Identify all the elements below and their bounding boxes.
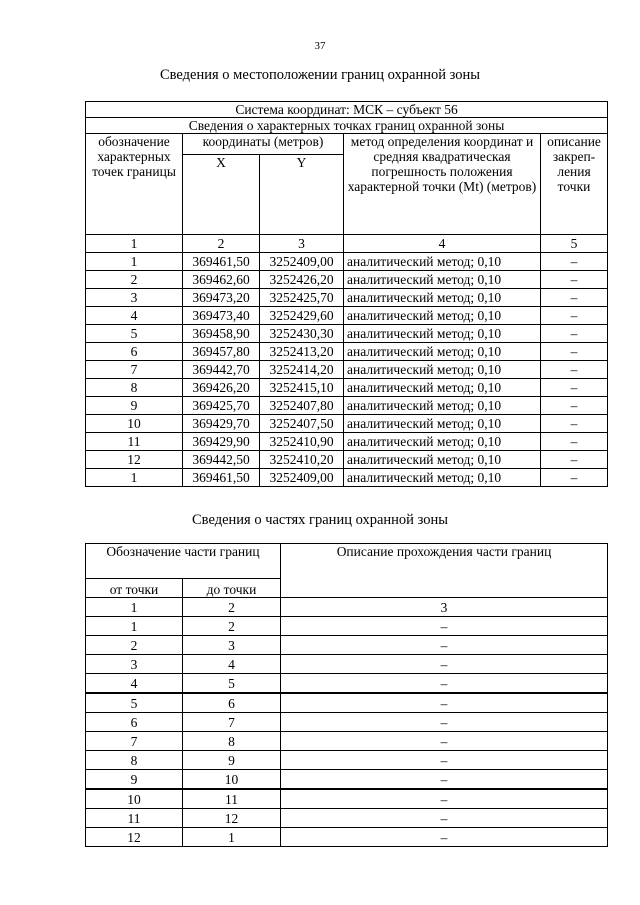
fixing-cell: – (541, 415, 608, 433)
fixing-cell: – (541, 289, 608, 307)
table-row (86, 451, 608, 469)
to-cell: 7 (183, 713, 281, 732)
col-number: 5 (541, 235, 608, 253)
to-cell: 4 (183, 655, 281, 674)
x-cell: 369461,50 (183, 469, 260, 487)
y-cell: 3252407,50 (260, 415, 344, 433)
method-cell: аналитический метод; 0,10 (344, 379, 541, 397)
table-row (86, 307, 608, 325)
from-cell: 10 (86, 789, 183, 809)
y-cell: 3252407,80 (260, 397, 344, 415)
method-cell: аналитический метод; 0,10 (344, 433, 541, 451)
method-cell: аналитический метод; 0,10 (344, 307, 541, 325)
x-cell: 369461,50 (183, 253, 260, 271)
parts-body (86, 617, 608, 847)
header-to: до точки (183, 579, 281, 598)
col-number: 3 (281, 598, 608, 617)
from-cell: 4 (86, 674, 183, 694)
fixing-cell: – (541, 271, 608, 289)
y-cell: 3252410,20 (260, 451, 344, 469)
header-part-designation: Обозначение части границ (86, 544, 281, 579)
table-row (86, 770, 608, 790)
table-subtitle: Сведения о характерных точках границ охранной зоны (86, 118, 608, 134)
table-row (86, 415, 608, 433)
header-x: X (183, 155, 260, 235)
fixing-cell: – (541, 397, 608, 415)
to-cell: 10 (183, 770, 281, 790)
x-cell: 369442,50 (183, 451, 260, 469)
y-cell: 3252409,00 (260, 469, 344, 487)
table-row (86, 713, 608, 732)
table-row (86, 809, 608, 828)
boundary-points-table (85, 101, 608, 487)
table-row (86, 343, 608, 361)
from-cell: 12 (86, 828, 183, 847)
description-cell: – (281, 617, 608, 636)
from-cell: 1 (86, 617, 183, 636)
y-cell: 3252413,20 (260, 343, 344, 361)
fixing-cell: – (541, 325, 608, 343)
y-cell: 3252414,20 (260, 361, 344, 379)
col-number: 2 (183, 235, 260, 253)
x-cell: 369426,20 (183, 379, 260, 397)
col-number: 1 (86, 598, 183, 617)
fixing-cell: – (541, 307, 608, 325)
point-cell: 5 (86, 325, 183, 343)
from-cell: 2 (86, 636, 183, 655)
x-cell: 369473,40 (183, 307, 260, 325)
fixing-cell: – (541, 469, 608, 487)
y-cell: 3252410,90 (260, 433, 344, 451)
section2-title: Сведения о частях границ охранной зоны (192, 512, 448, 528)
from-cell: 11 (86, 809, 183, 828)
table-row (86, 828, 608, 847)
table-row (86, 751, 608, 770)
y-cell: 3252409,00 (260, 253, 344, 271)
table-row (86, 674, 608, 694)
description-cell: – (281, 770, 608, 790)
to-cell: 2 (183, 617, 281, 636)
point-cell: 10 (86, 415, 183, 433)
y-cell: 3252429,60 (260, 307, 344, 325)
description-cell: – (281, 713, 608, 732)
table-row (86, 655, 608, 674)
from-cell: 3 (86, 655, 183, 674)
header-from: от точки (86, 579, 183, 598)
point-cell: 9 (86, 397, 183, 415)
point-cell: 1 (86, 253, 183, 271)
table-row (86, 289, 608, 307)
x-cell: 369462,60 (183, 271, 260, 289)
table-row (86, 469, 608, 487)
header-point: обозначение характерных точек границы (86, 134, 183, 235)
y-cell: 3252426,20 (260, 271, 344, 289)
point-cell: 6 (86, 343, 183, 361)
to-cell: 9 (183, 751, 281, 770)
point-cell: 4 (86, 307, 183, 325)
fixing-cell: – (541, 253, 608, 271)
table-row (86, 271, 608, 289)
method-cell: аналитический метод; 0,10 (344, 415, 541, 433)
fixing-cell: – (541, 361, 608, 379)
method-cell: аналитический метод; 0,10 (344, 271, 541, 289)
y-cell: 3252415,10 (260, 379, 344, 397)
description-cell: – (281, 693, 608, 713)
table-row (86, 379, 608, 397)
from-cell: 7 (86, 732, 183, 751)
point-cell: 8 (86, 379, 183, 397)
to-cell: 5 (183, 674, 281, 694)
fixing-cell: – (541, 343, 608, 361)
x-cell: 369458,90 (183, 325, 260, 343)
method-cell: аналитический метод; 0,10 (344, 253, 541, 271)
table-row (86, 325, 608, 343)
method-cell: аналитический метод; 0,10 (344, 361, 541, 379)
table-row (86, 789, 608, 809)
description-cell: – (281, 636, 608, 655)
table-row (86, 693, 608, 713)
point-cell: 11 (86, 433, 183, 451)
description-cell: – (281, 751, 608, 770)
description-cell: – (281, 732, 608, 751)
point-cell: 2 (86, 271, 183, 289)
from-cell: 6 (86, 713, 183, 732)
col-number: 2 (183, 598, 281, 617)
method-cell: аналитический метод; 0,10 (344, 451, 541, 469)
col-number: 3 (260, 235, 344, 253)
x-cell: 369429,90 (183, 433, 260, 451)
description-cell: – (281, 809, 608, 828)
to-cell: 1 (183, 828, 281, 847)
col-number: 4 (344, 235, 541, 253)
table-row (86, 732, 608, 751)
table-row (86, 361, 608, 379)
method-cell: аналитический метод; 0,10 (344, 343, 541, 361)
fixing-cell: – (541, 433, 608, 451)
method-cell: аналитический метод; 0,10 (344, 289, 541, 307)
to-cell: 12 (183, 809, 281, 828)
table-row (86, 253, 608, 271)
coord-system-cell: Система координат: МСК – субъект 56 (86, 102, 608, 118)
page-number: 37 (314, 40, 326, 52)
table-row (86, 636, 608, 655)
table-row (86, 433, 608, 451)
from-cell: 9 (86, 770, 183, 790)
description-cell: – (281, 655, 608, 674)
col-number: 1 (86, 235, 183, 253)
description-cell: – (281, 828, 608, 847)
header-y: Y (260, 155, 344, 235)
table-row (86, 397, 608, 415)
y-cell: 3252430,30 (260, 325, 344, 343)
x-cell: 369473,20 (183, 289, 260, 307)
from-cell: 8 (86, 751, 183, 770)
method-cell: аналитический метод; 0,10 (344, 325, 541, 343)
to-cell: 8 (183, 732, 281, 751)
method-cell: аналитический метод; 0,10 (344, 469, 541, 487)
x-cell: 369442,70 (183, 361, 260, 379)
boundary-parts-table (85, 543, 608, 847)
point-cell: 1 (86, 469, 183, 487)
description-cell: – (281, 674, 608, 694)
point-cell: 12 (86, 451, 183, 469)
header-method: метод определения координат и средняя квадратическая погрешность положения характерной точки (Mt) (метров) (344, 134, 541, 235)
y-cell: 3252425,70 (260, 289, 344, 307)
to-cell: 11 (183, 789, 281, 809)
section1-title: Сведения о местоположении границ охранной зоны (159, 67, 480, 83)
to-cell: 6 (183, 693, 281, 713)
fixing-cell: – (541, 379, 608, 397)
from-cell: 5 (86, 693, 183, 713)
point-cell: 3 (86, 289, 183, 307)
fixing-cell: – (541, 451, 608, 469)
x-cell: 369457,80 (183, 343, 260, 361)
table-row (86, 617, 608, 636)
points-body (86, 253, 608, 487)
to-cell: 3 (183, 636, 281, 655)
x-cell: 369425,70 (183, 397, 260, 415)
x-cell: 369429,70 (183, 415, 260, 433)
description-cell: – (281, 789, 608, 809)
method-cell: аналитический метод; 0,10 (344, 397, 541, 415)
header-coords: координаты (метров) (183, 134, 344, 155)
header-description: Описание прохождения части границ (281, 544, 608, 598)
header-fixing: описание закреп-ления точки (541, 134, 608, 235)
point-cell: 7 (86, 361, 183, 379)
